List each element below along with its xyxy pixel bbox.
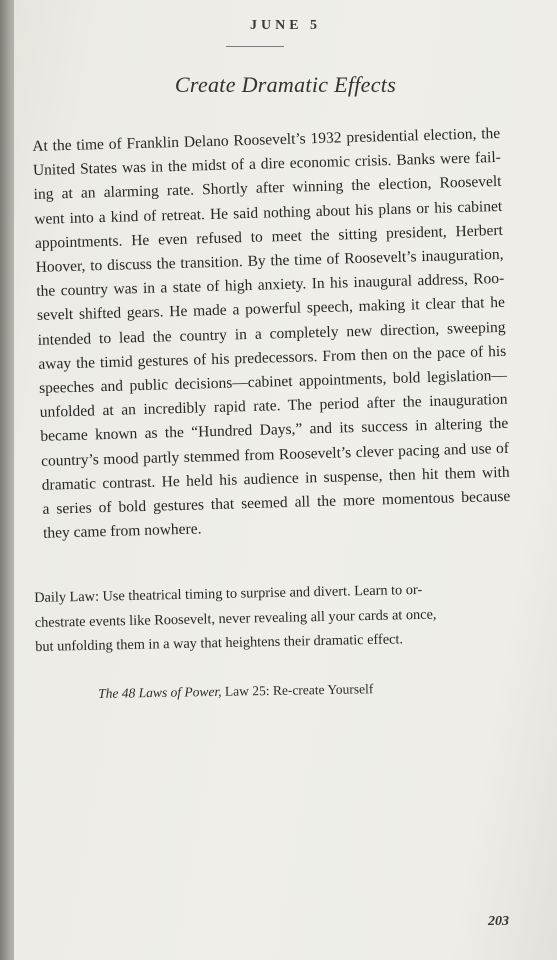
- body-line: United States was in the midst of a dire economic crisis. Banks were fail-: [32, 149, 502, 180]
- book-page: [14, 0, 557, 960]
- source-citation: [98, 681, 373, 702]
- body-line: away the timid gestures of his predecessors. From then on the pace of his: [38, 342, 507, 373]
- body-line: dramatic contrast. He held his audience in suspense, then hit them with: [41, 463, 510, 494]
- body-line: they came from nowhere.: [42, 520, 202, 543]
- daily-law: [34, 577, 487, 660]
- body-line: became known as the “Hundred Days,” and its success in altering the: [40, 415, 509, 446]
- entry-title: Create Dramatic Effects: [174, 72, 397, 97]
- body-line: a series of bold gestures that seemed all the more momentous because: [42, 487, 511, 518]
- daily-law-line: chestrate events like Roosevelt, never revealing all your cards at once,: [34, 606, 437, 631]
- daily-law-line: but unfolding them in a way that heightens their dramatic effect.: [35, 631, 404, 655]
- body-line: intended to lead the country in a completely new direction, sweeping: [37, 318, 506, 349]
- page-header-date: JUNE 5: [249, 18, 322, 33]
- body-line: country’s mood partly stemmed from Roosevelt’s clever pacing and use of: [40, 439, 510, 470]
- source-work-title: The 48 Laws of Power,: [98, 683, 222, 701]
- body-line: sevelt shifted gears. He made a powerful speech, making it clear that he: [36, 294, 506, 325]
- body-line: At the time of Franklin Delano Roosevelt’s 1932 presidential election, the: [32, 124, 501, 155]
- body-line: speeches and public decisions—cabinet appointments, bold legislation—: [38, 366, 508, 397]
- body-line: unfolded at an incredibly rapid rate. The period after the inauguration: [39, 391, 508, 422]
- body-line: went into a kind of retreat. He said nothing about his plans or his cabinet: [34, 197, 503, 228]
- page-number: 203: [488, 914, 509, 929]
- body-line: appointments. He even refused to meet the sitting president, Herbert: [34, 221, 504, 252]
- body-line: Hoover, to discuss the transition. By the time of Roosevelt’s inauguration,: [35, 245, 504, 276]
- header-divider: [226, 46, 284, 47]
- body-line: ing at an alarming rate. Shortly after winning the election, Roosevelt: [33, 173, 502, 204]
- entry-body: [32, 122, 511, 546]
- daily-law-line: Daily Law: Use theatrical timing to surprise and divert. Learn to or-: [34, 581, 423, 606]
- body-line: the country was in a state of high anxiety. In his inaugural address, Roo-: [36, 270, 505, 301]
- source-law: Law 25: Re-create Yourself: [221, 681, 374, 699]
